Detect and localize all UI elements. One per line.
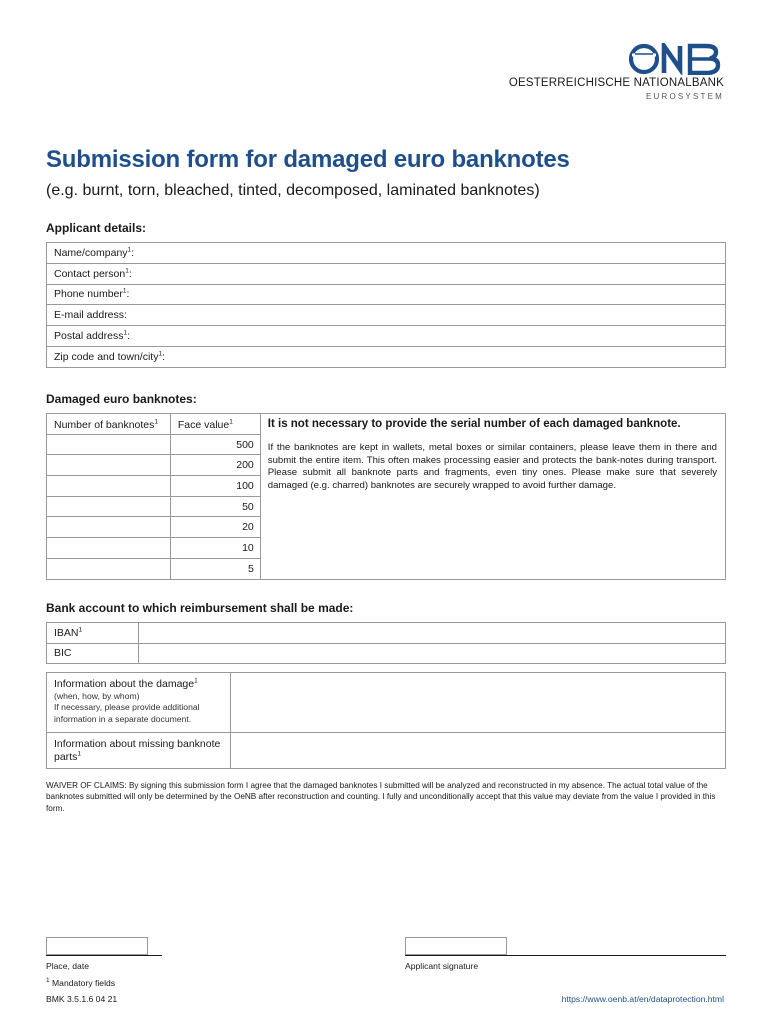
contact-person-field[interactable]: Contact person$^1$:: [47, 263, 726, 284]
banknotes-heading: Damaged euro banknotes:: [46, 392, 197, 406]
form-subtitle: (e.g. burnt, torn, bleached, tinted, decomposed, laminated banknotes): [46, 182, 540, 199]
place-date-input[interactable]: [46, 937, 148, 955]
signature-line: [405, 955, 726, 956]
zip-town-field[interactable]: Zip code and town/city$^1$:: [47, 346, 726, 367]
damage-info-label: Information about the damage$^1$ (when, how, by whom) If necessary, please provide additional information in a separate document.: [47, 673, 231, 733]
logo-mark: [494, 42, 724, 76]
count-input-500[interactable]: [47, 434, 171, 455]
damage-info-input[interactable]: [231, 673, 726, 733]
count-input-5[interactable]: [47, 558, 171, 579]
face-value-column-header: Face value$^1$: [170, 414, 260, 435]
name-company-field[interactable]: Name/company$^1$:: [47, 243, 726, 264]
count-input-200[interactable]: [47, 455, 171, 476]
face-value-5: 5: [170, 558, 260, 579]
iban-input[interactable]: [139, 623, 726, 644]
missing-parts-input[interactable]: [231, 733, 726, 769]
banknotes-table: [46, 413, 726, 580]
account-heading: Bank account to which reimbursement shall be made:: [46, 601, 354, 615]
place-date-label: Place, date: [46, 961, 89, 971]
count-input-10[interactable]: [47, 538, 171, 559]
applicant-table: [46, 242, 726, 368]
serial-number-note: [260, 414, 725, 580]
signature-label: Applicant signature: [405, 961, 479, 971]
form-title: Submission form for damaged euro banknotes: [46, 146, 570, 173]
onb-logo-icon: [628, 43, 724, 75]
face-value-10: 10: [170, 538, 260, 559]
signature-input[interactable]: [405, 937, 507, 955]
postal-address-field[interactable]: Postal address$^1$:: [47, 326, 726, 347]
count-input-20[interactable]: [47, 517, 171, 538]
count-input-100[interactable]: [47, 476, 171, 497]
document-number: BMK 3.5.1.6 04 21: [46, 994, 118, 1004]
face-value-200: 200: [170, 455, 260, 476]
face-value-50: 50: [170, 496, 260, 517]
count-column-header: Number of banknotes$^1$: [47, 414, 171, 435]
applicant-heading: Applicant details:: [46, 221, 147, 235]
oenb-logo: [494, 42, 724, 101]
bic-input[interactable]: [139, 643, 726, 664]
face-value-100: 100: [170, 476, 260, 497]
note-title: It is not necessary to provide the serial number of each damaged banknote.: [267, 418, 681, 430]
data-protection-link[interactable]: https://www.oenb.at/en/dataprotection.html: [561, 994, 724, 1004]
phone-number-field[interactable]: Phone number$^1$:: [47, 284, 726, 305]
place-date-line: [46, 955, 162, 956]
face-value-500: 500: [170, 434, 260, 455]
bic-label: BIC: [47, 643, 139, 664]
damage-table: [46, 672, 726, 769]
email-field[interactable]: E-mail address:: [47, 305, 726, 326]
face-value-20: 20: [170, 517, 260, 538]
note-body: If the banknotes are kept in wallets, metal boxes or similar containers, please leave them in there and submit the entire item. This often makes processing easier and protects the bank-notes during transport. Please submit all banknote parts and fragments, even tiny ones. Please make sure that severely damaged (e.g. charred) banknotes are securely wrapped to avoid further damage.: [267, 442, 717, 491]
mandatory-footnote: $^1$ Mandatory fields: [46, 977, 116, 988]
bank-name: OESTERREICHISCHE NATIONALBANK: [508, 77, 724, 89]
missing-parts-label: Information about missing banknote parts$^1$: [47, 733, 231, 769]
iban-label: IBAN$^1$: [47, 623, 139, 644]
count-input-50[interactable]: [47, 496, 171, 517]
account-table: [46, 622, 726, 664]
waiver-text: WAIVER OF CLAIMS: By signing this submission form I agree that the damaged banknotes I submitted will be analyzed and reconstructed in my absence. The actual total value of the banknotes submitted will only be determined by the OeNB after reconstruction and counting. I fully and unconditionally accept that this value may deviate from the value I provided in this form.: [46, 781, 716, 813]
eurosystem-label: EUROSYSTEM: [645, 92, 724, 101]
